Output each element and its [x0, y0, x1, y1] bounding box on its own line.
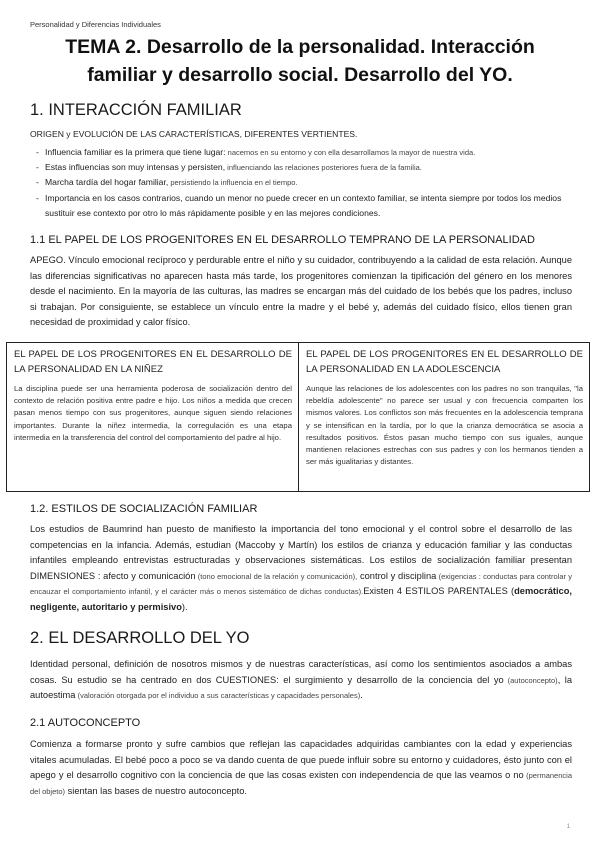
bullet-strong: Estas influencias son muy intensas y persisten, — [45, 162, 226, 173]
section-2-1-heading: 2.1 AUTOCONCEPTO — [30, 717, 141, 729]
running-header: Personalidad y Diferencias Individuales — [30, 20, 161, 29]
bullet-strong: Influencia familiar es la primera que tiene lugar: — [45, 147, 226, 157]
list-item — [36, 175, 576, 190]
list-item — [36, 160, 576, 175]
list-item — [36, 145, 576, 160]
bullet-small: persistiendo la influencia en el tiempo. — [168, 178, 298, 188]
column-body: La disciplina puede ser una herramienta poderosa de socialización dentro del contexto de relación positiva entre padre e hijo. Los niños a medida que crecen pasan menos tiempo con sus progenitores, aunque siguen siendo relaciones importantes. Durante la niñez intermedia, la corregulación es una etapa intermedia en la transferencia del control del comportamiento del padre al hijo. — [14, 384, 292, 442]
bullet-strong: Marcha tardía del hogar familiar, — [45, 177, 169, 188]
section-1-2-paragraph: Los estudios de Baumrind han puesto de manifiesto la importancia del tono emocional y el control sobre el desarrollo de las competencias en la infancia. Además, estudian (Maccoby y Martín) los estilos de crianza y educación familiar y las conductas infantiles empleando entrevistas estructuradas y observaciones sistemáticas. Los estilos de socialización familiar presentan DIMENSIONES : afecto y comunicación (tono emocional de la relación y comunicación), control y disciplina (exigencias : conductas para controlar y encauzar el comportamiento infantil, y el carácter más o menos sistemático de dichas conductas).Existen 4 ESTILOS PARENTALES (democrático, negligente, autoritario y permisivo). — [30, 524, 573, 612]
list-item — [36, 191, 576, 221]
page-title — [40, 33, 560, 89]
parenting-styles-list: democrático, negligente, autoritario y permisivo — [30, 586, 572, 612]
bullet-dash: - — [36, 177, 39, 188]
section-1-heading: 1. INTERACCIÓN FAMILIAR — [30, 101, 242, 119]
section-2-heading: 2. EL DESARROLLO DEL YO — [30, 629, 250, 647]
bullet-dash: - — [36, 147, 39, 157]
table-column-ninez — [7, 343, 298, 491]
table-column-adolescencia — [298, 343, 589, 491]
page-number: 1 — [566, 824, 570, 830]
bullet-dash: - — [36, 162, 39, 173]
column-title: EL PAPEL DE LOS PROGENITORES EN EL DESARROLLO DE LA PERSONALIDAD EN LA ADOLESCENCIA — [306, 349, 583, 375]
section-1-1-heading: 1.1 EL PAPEL DE LOS PROGENITORES EN EL DESARROLLO TEMPRANO DE LA PERSONALIDAD — [30, 234, 535, 246]
section-2-paragraph: Identidad personal, definición de nosotros mismos y de nuestras características, así como los sentimientos asociados a ambas cosas. Su estudio se ha centrado en dos CUESTIONES: el surgimiento y desarrollo de la conciencia del yo (autoconcepto), la autoestima (valoración otorgada por el individuo a sus características y capacidades personales). — [30, 659, 572, 700]
column-title: EL PAPEL DE LOS PROGENITORES EN EL DESARROLLO DE LA PERSONALIDAD EN LA NIÑEZ — [14, 349, 292, 375]
section-1-1-paragraph: APEGO. Vínculo emocional recíproco y perdurable entre el niño y su cuidador, contribuyendo a la calidad de esta relación. Aunque las diferencias significativas no aparecen hasta más tarde, los progenitores comienzan la tipificación del género en los menores desde el nacimiento. En la mayoría de las culturas, las madres se encargan más del cuidado de los bebés que los padres, incluso si trabajan. Por consiguiente, se establece un vínculo entre la madre y el bebé y, además del cuidado físico, ellos tienen gran necesidad de proximidad y calor físico. — [30, 255, 572, 327]
section-1-bullet-list — [36, 145, 576, 221]
bullet-small: nacemos en su entorno y con ella desarrollamos la mayor de nuestra vida. — [225, 148, 476, 157]
section-1-intro: ORIGEN y EVOLUCIÓN DE LAS CARACTERÍSTICAS, DIFERENTES VERTIENTES. — [30, 129, 358, 139]
title-line-1: TEMA 2. Desarrollo de la personalidad. Interacción — [65, 36, 535, 58]
bullet-dash: - — [36, 192, 39, 203]
section-2-1-paragraph: Comienza a formarse pronto y sufre cambios que reflejan las capacidades adquiridas cambiantes con la edad y experiencias vitales acumuladas. El bebé poco a poco se va dando cuenta de que puede influir sobre su entorno y cuidadores, ésto junto con el apego y el desarrollo cognitivo con la conciencia de que las cosas existen con independencia de que las veamos o no (permanencia del objeto) sientan las bases de nuestro autoconcepto. — [30, 739, 572, 796]
bullet-small: influenciando las relaciones posteriores fuera de la familia. — [225, 163, 422, 173]
title-line-2: familiar y desarrollo social. Desarrollo del YO. — [87, 64, 513, 86]
column-body: Aunque las relaciones de los adolescentes con los padres no son tranquilas, "la rebeldía adolescente" no parece ser usual y con frecuencia comparten los mismos valores. Los conflictos son más frecuentes en la adolescencia temprana y se intensifican en la tardía, por lo que la crianza democrática se asocia a resultados positivos. Éstos pasan mucho tiempo con sus iguales, aunque mantienen relaciones estrechas con sus padres y con los hermanos tienden a ser más igualitarias y distantes. — [306, 384, 583, 467]
bullet-strong: Importancia en los casos contrarios, cuando un menor no puede crecer en un contexto familiar, se intenta siempre por todos los medios sustituir ese contexto por otro lo más rápidamente posible y en las mejores condiciones. — [45, 192, 562, 218]
section-1-2-heading: 1.2. ESTILOS DE SOCIALIZACIÓN FAMILIAR — [30, 503, 258, 515]
progenitores-comparison-table — [6, 342, 590, 492]
